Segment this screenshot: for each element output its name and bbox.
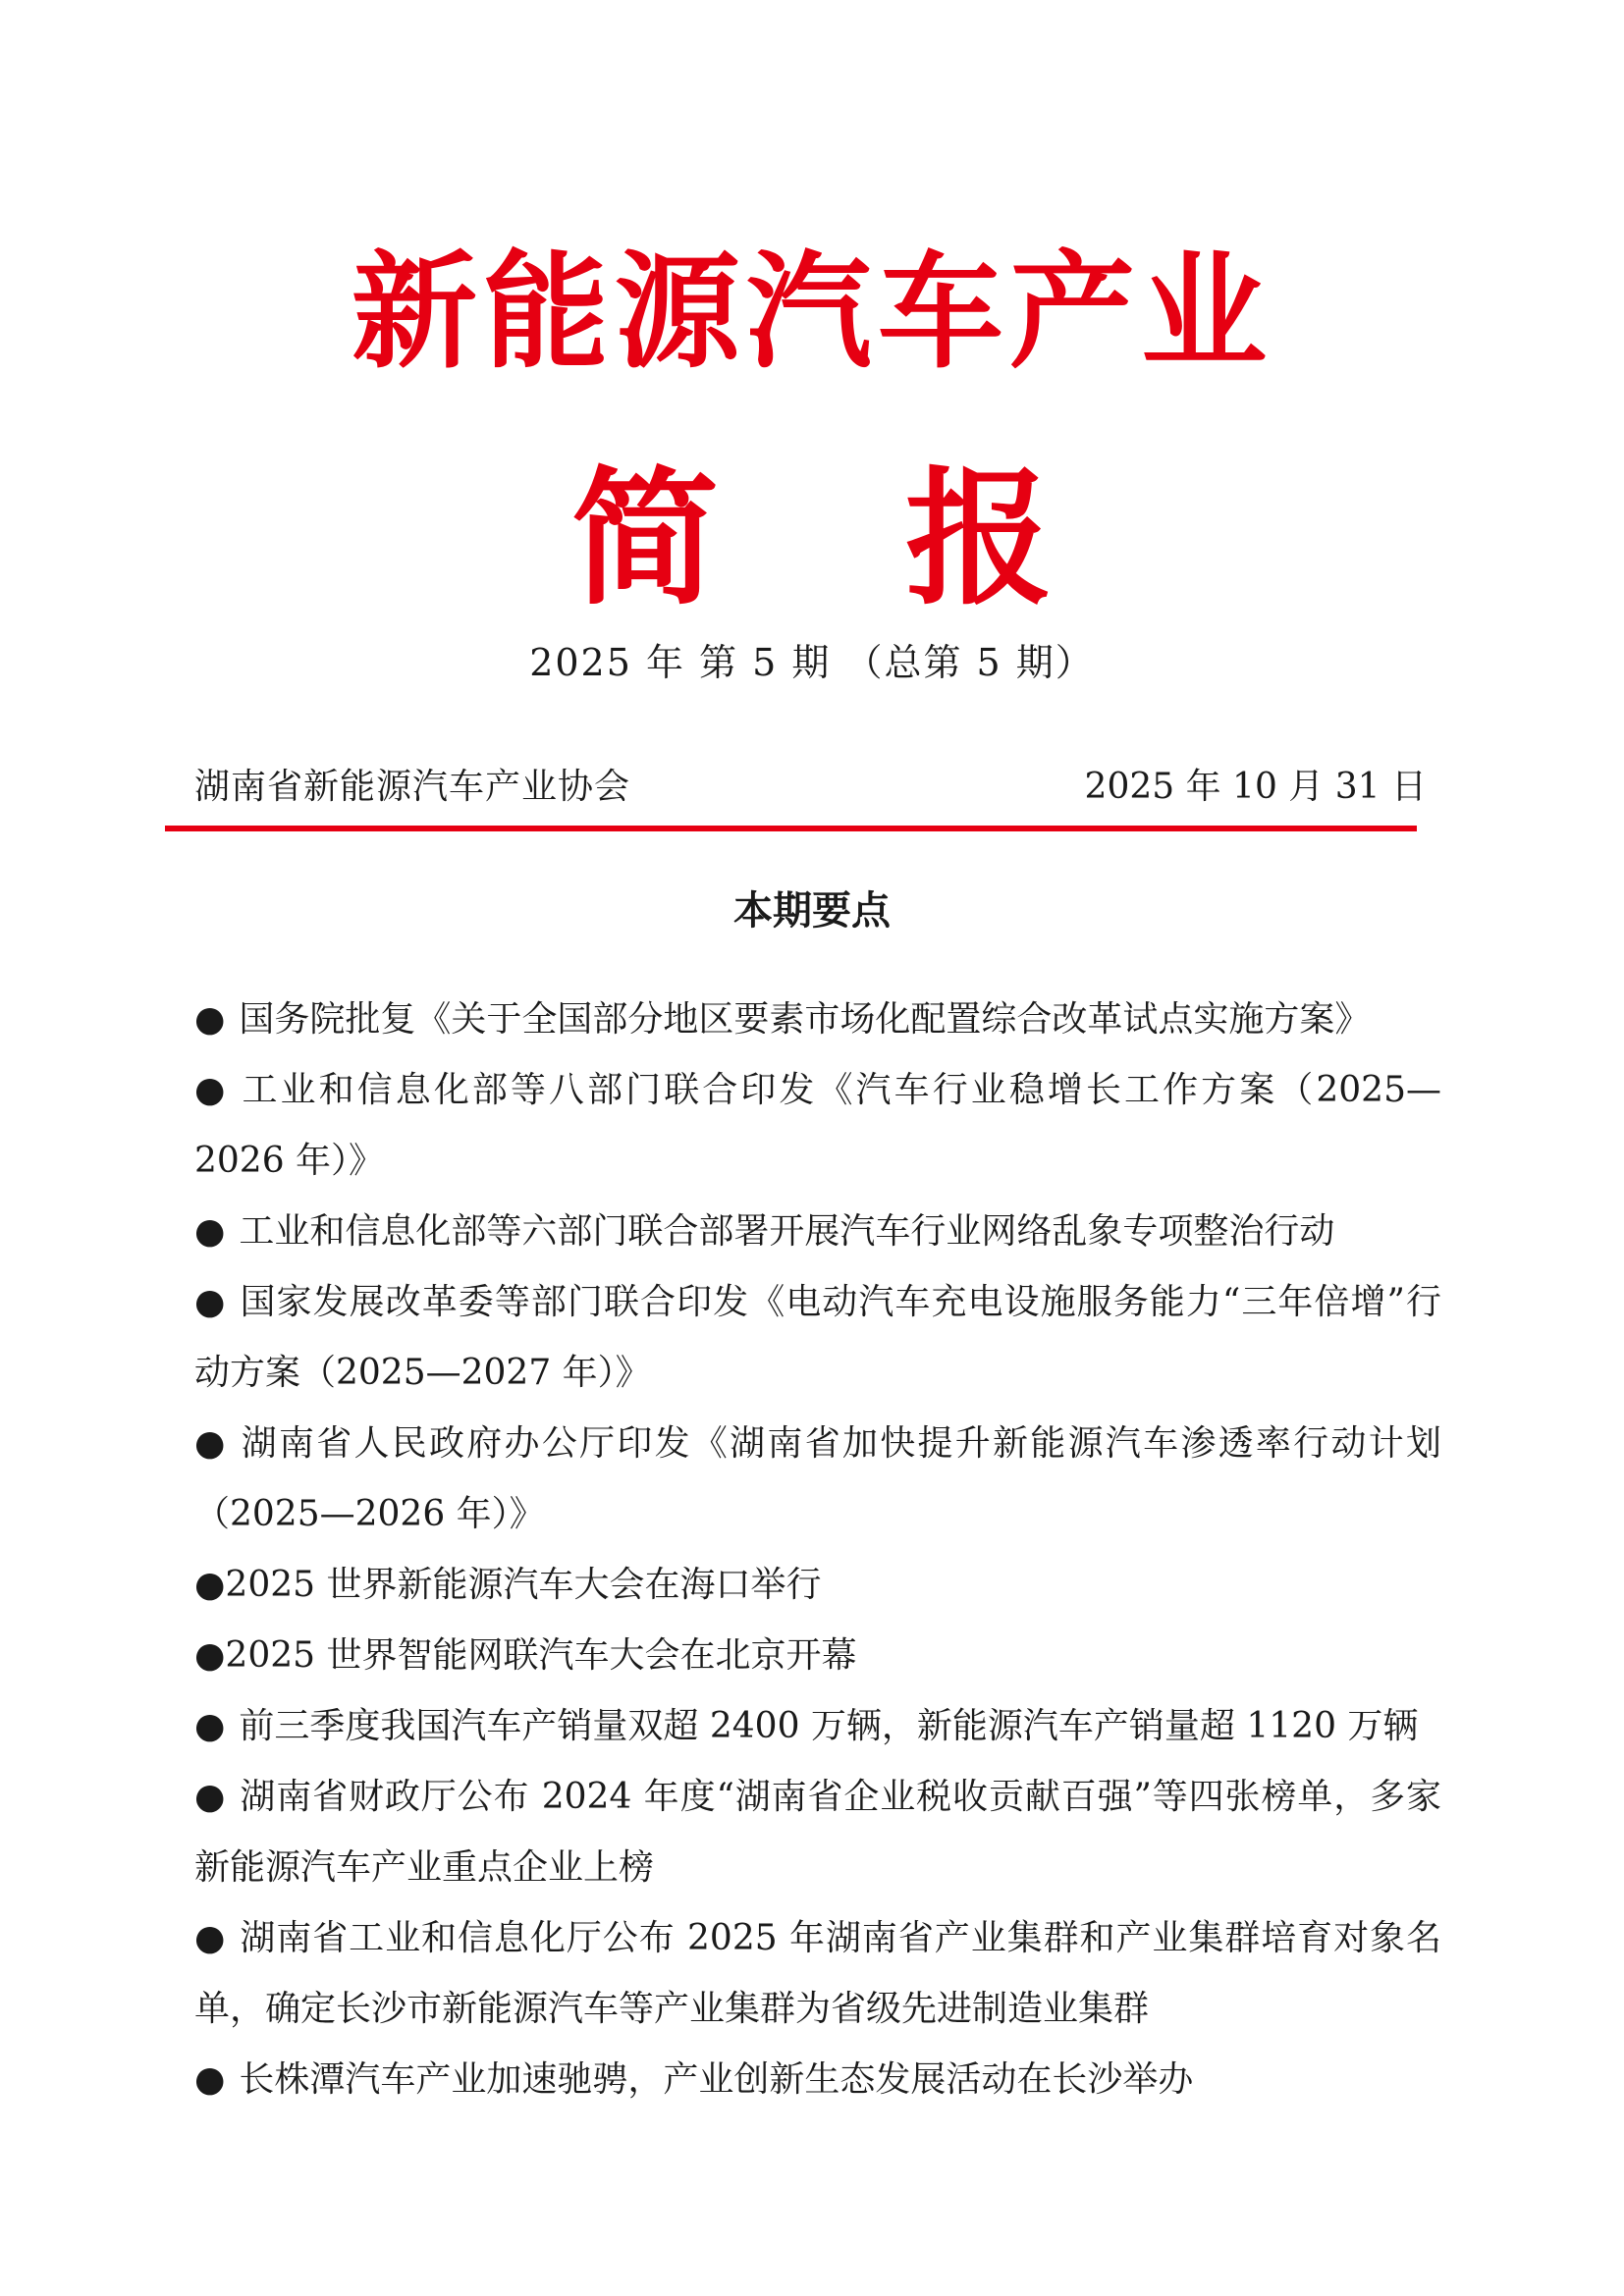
list-item-text: 国家发展改革委等部门联合印发《电动汽车充电设施服务能力“三年倍增”行动方案（2025—2027 年）》 [194, 1282, 1441, 1393]
list-item [194, 1055, 1441, 1197]
bullet-icon: ● [194, 1565, 226, 1605]
publisher: 湖南省新能源汽车产业协会 [194, 767, 631, 807]
bullet-icon: ● [194, 1777, 227, 1817]
list-item [194, 1267, 1441, 1409]
list-item-text: 湖南省工业和信息化厅公布 2025 年湖南省产业集群和产业集群培育对象名单，确定长沙市新能源汽车等产业集群为省级先进制造业集群 [194, 1918, 1441, 2029]
list-item [194, 1762, 1441, 1903]
bullet-icon: ● [194, 1211, 226, 1252]
list-item-text: 长株潭汽车产业加速驰骋，产业创新生态发展活动在长沙举办 [239, 2059, 1194, 2100]
list-item-text: 2025 世界智能网联汽车大会在北京开幕 [225, 1635, 857, 1676]
list-item [194, 1691, 1441, 1762]
bullet-icon: ● [194, 1070, 229, 1110]
list-item [194, 2045, 1441, 2115]
header-divider [165, 826, 1417, 831]
masthead-subtitle [0, 454, 1624, 625]
section-title: 本期要点 [733, 888, 891, 934]
bullet-icon: ● [194, 999, 226, 1040]
list-item-text: 前三季度我国汽车产销量双超 2400 万辆，新能源汽车产销量超 1120 万辆 [239, 1706, 1419, 1746]
list-item-text: 2025 世界新能源汽车大会在海口举行 [225, 1565, 822, 1605]
bullet-icon: ● [194, 1918, 227, 1958]
list-item [194, 1197, 1441, 1267]
publish-date: 2025 年 10 月 31 日 [1084, 767, 1427, 807]
list-item-text: 工业和信息化部等六部门联合部署开展汽车行业网络乱象专项整治行动 [239, 1211, 1335, 1252]
masthead-title: 新能源汽车产业 [351, 240, 1272, 386]
issue-number: 2025 年 第 5 期 （总第 5 期） [529, 641, 1095, 684]
bullet-icon: ● [194, 1423, 228, 1464]
list-item [194, 1621, 1441, 1691]
bullet-icon: ● [194, 2059, 226, 2100]
list-item-text: 湖南省财政厅公布 2024 年度“湖南省企业税收贡献百强”等四张榜单，多家新能源汽车产业重点企业上榜 [194, 1777, 1441, 1888]
masthead-subtitle-left: 简 [570, 454, 719, 625]
masthead-subtitle-right: 报 [905, 454, 1054, 625]
list-item [194, 985, 1441, 1055]
bullet-icon: ● [194, 1635, 226, 1676]
list-item [194, 1550, 1441, 1621]
list-item-text: 工业和信息化部等八部门联合印发《汽车行业稳增长工作方案（2025—2026 年）》 [194, 1070, 1441, 1181]
list-item [194, 1409, 1441, 1550]
list-item-text: 国务院批复《关于全国部分地区要素市场化配置综合改革试点实施方案》 [239, 999, 1371, 1040]
bullet-icon: ● [194, 1282, 227, 1322]
highlights-list [194, 985, 1441, 2115]
list-item-text: 湖南省人民政府办公厅印发《湖南省加快提升新能源汽车渗透率行动计划（2025—2026 年）》 [194, 1423, 1441, 1534]
bullet-icon: ● [194, 1706, 226, 1746]
list-item [194, 1903, 1441, 2045]
